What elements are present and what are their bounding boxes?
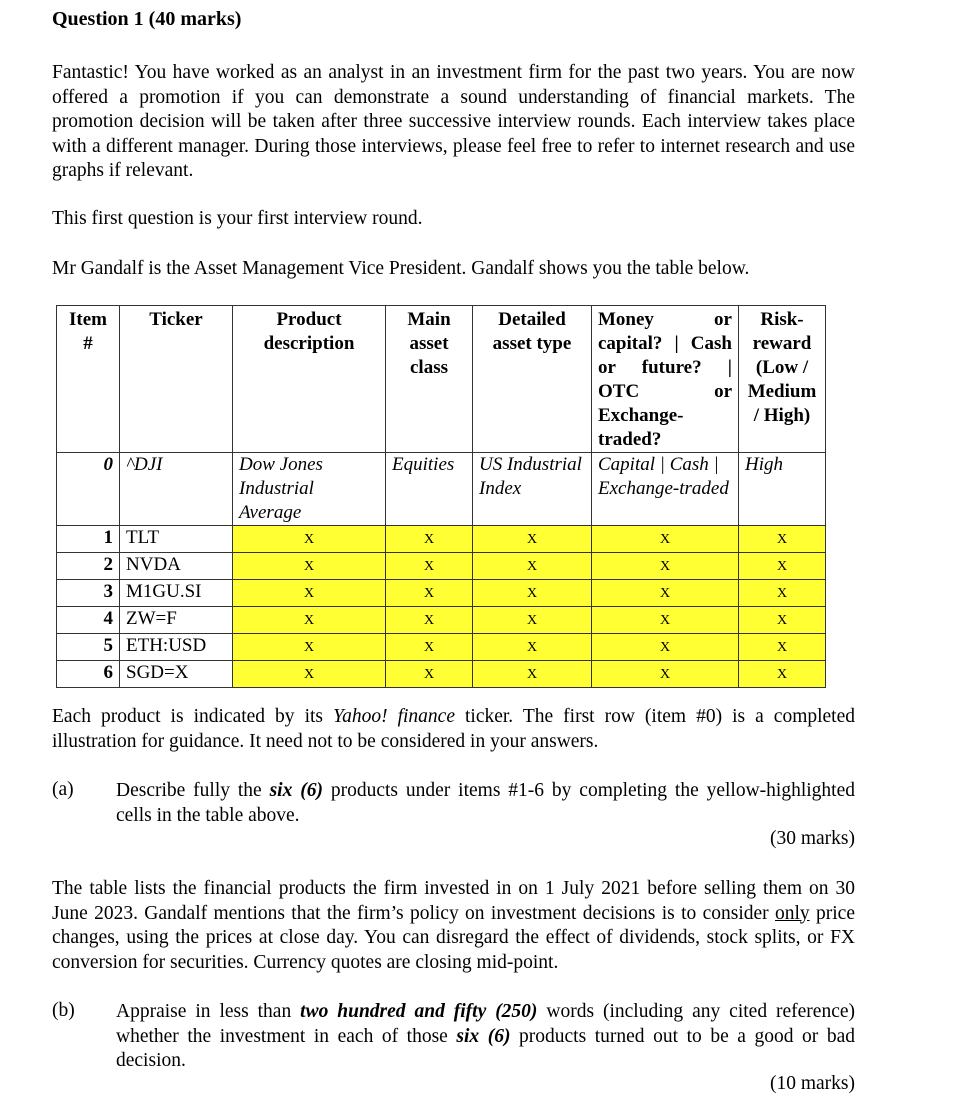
yellow-cell[interactable]: X (592, 661, 739, 688)
header-detailed: Detailed asset type (473, 306, 592, 453)
example-detailed: US Industrial Index (473, 453, 592, 526)
row-ticker: ZW=F (120, 607, 233, 634)
row-ticker: SGD=X (120, 661, 233, 688)
ticker-note: Each product is indicated by its Yahoo! finance ticker. The first row (item #0) is a completed illustration for guidance. It need not to be considered in your answers. (52, 706, 856, 752)
example-ticker: ^DJI (120, 453, 233, 526)
row-item: 2 (57, 553, 120, 580)
yellow-cell[interactable]: X (233, 607, 386, 634)
yellow-cell[interactable]: X (473, 580, 592, 607)
question-title: Question 1 (40 marks) (52, 8, 242, 30)
yellow-cell[interactable]: X (739, 661, 826, 688)
row-item: 6 (57, 661, 120, 688)
header-item: Item # (57, 306, 120, 453)
yellow-cell[interactable]: X (739, 526, 826, 553)
table-row (57, 553, 826, 580)
yellow-cell[interactable]: X (592, 607, 739, 634)
yellow-cell[interactable]: X (473, 553, 592, 580)
yellow-cell[interactable]: X (233, 580, 386, 607)
yellow-cell[interactable]: X (473, 634, 592, 661)
example-row (57, 453, 826, 526)
header-main-class: Main asset class (386, 306, 473, 453)
part-a-label: (a) (52, 779, 74, 800)
example-money: Capital | Cash | Exchange-traded (592, 453, 739, 526)
table-row (57, 661, 826, 688)
part-b-label: (b) (52, 1000, 75, 1021)
part-a-text: Describe fully the six (6) products under items #1-6 by completing the yellow-highlighted cells in the table above. (116, 780, 855, 826)
first-round-text: This first question is your first interview round. (52, 208, 423, 229)
yellow-cell[interactable]: X (233, 526, 386, 553)
yellow-cell[interactable]: X (592, 553, 739, 580)
row-item: 5 (57, 634, 120, 661)
yellow-cell[interactable]: X (386, 526, 473, 553)
row-ticker: NVDA (120, 553, 233, 580)
yellow-cell[interactable]: X (592, 526, 739, 553)
yellow-cell[interactable]: X (592, 580, 739, 607)
yellow-cell[interactable]: X (233, 634, 386, 661)
products-table (56, 305, 826, 688)
yellow-cell[interactable]: X (233, 661, 386, 688)
part-a-marks: (30 marks) (769, 828, 855, 849)
example-product: Dow Jones Industrial Average (233, 453, 386, 526)
yellow-cell[interactable]: X (386, 661, 473, 688)
example-risk: High (739, 453, 826, 526)
yellow-cell[interactable]: X (592, 634, 739, 661)
table-row (57, 580, 826, 607)
yellow-cell[interactable]: X (386, 580, 473, 607)
header-product: Product description (233, 306, 386, 453)
yellow-cell[interactable]: X (386, 634, 473, 661)
yellow-cell[interactable]: X (739, 607, 826, 634)
example-main-class: Equities (386, 453, 473, 526)
row-item: 4 (57, 607, 120, 634)
yellow-cell[interactable]: X (739, 553, 826, 580)
yellow-cell[interactable]: X (739, 634, 826, 661)
yellow-cell[interactable]: X (473, 607, 592, 634)
row-ticker: TLT (120, 526, 233, 553)
row-ticker: ETH:USD (120, 634, 233, 661)
yellow-cell[interactable]: X (386, 553, 473, 580)
yellow-cell[interactable]: X (739, 580, 826, 607)
part-b-marks: (10 marks) (769, 1073, 855, 1094)
header-risk: Risk-reward (Low / Medium / High) (739, 306, 826, 453)
yellow-cell[interactable]: X (233, 553, 386, 580)
example-item: 0 (57, 453, 120, 526)
table-row (57, 526, 826, 553)
table-row (57, 634, 826, 661)
context-paragraph: The table lists the financial products the firm invested in on 1 July 2021 before selling them on 30 June 2023. Gandalf mentions that the firm’s policy on investment decisions is to consider only price changes, using the prices at close day. You can disregard the effect of dividends, stock splits, or FX conversion for securities. Currency quotes are closing mid-point. (52, 878, 855, 973)
row-item: 1 (57, 526, 120, 553)
row-ticker: M1GU.SI (120, 580, 233, 607)
intro-paragraph: Fantastic! You have worked as an analyst in an investment firm for the past two years. You are now offered a promotion if you can demonstrate a sound understanding of financial markets. The promotion decision will be taken after three successive interview rounds. Each interview takes place with a different manager. During those interviews, please feel free to refer to internet research and use graphs if relevant. (52, 62, 855, 181)
header-money: Money or capital? | Cash or future? | OTC or Exchange-traded? (592, 306, 739, 453)
yellow-cell[interactable]: X (473, 526, 592, 553)
header-ticker: Ticker (120, 306, 233, 453)
table-row (57, 607, 826, 634)
part-b-text: Appraise in less than two hundred and fifty (250) words (including any cited reference) whether the investment in each of those six (6) products turned out to be a good or bad decision. (116, 1001, 856, 1071)
yellow-cell[interactable]: X (386, 607, 473, 634)
gandalf-text: Mr Gandalf is the Asset Management Vice President. Gandalf shows you the table below. (52, 258, 750, 279)
yellow-cell[interactable]: X (473, 661, 592, 688)
row-item: 3 (57, 580, 120, 607)
